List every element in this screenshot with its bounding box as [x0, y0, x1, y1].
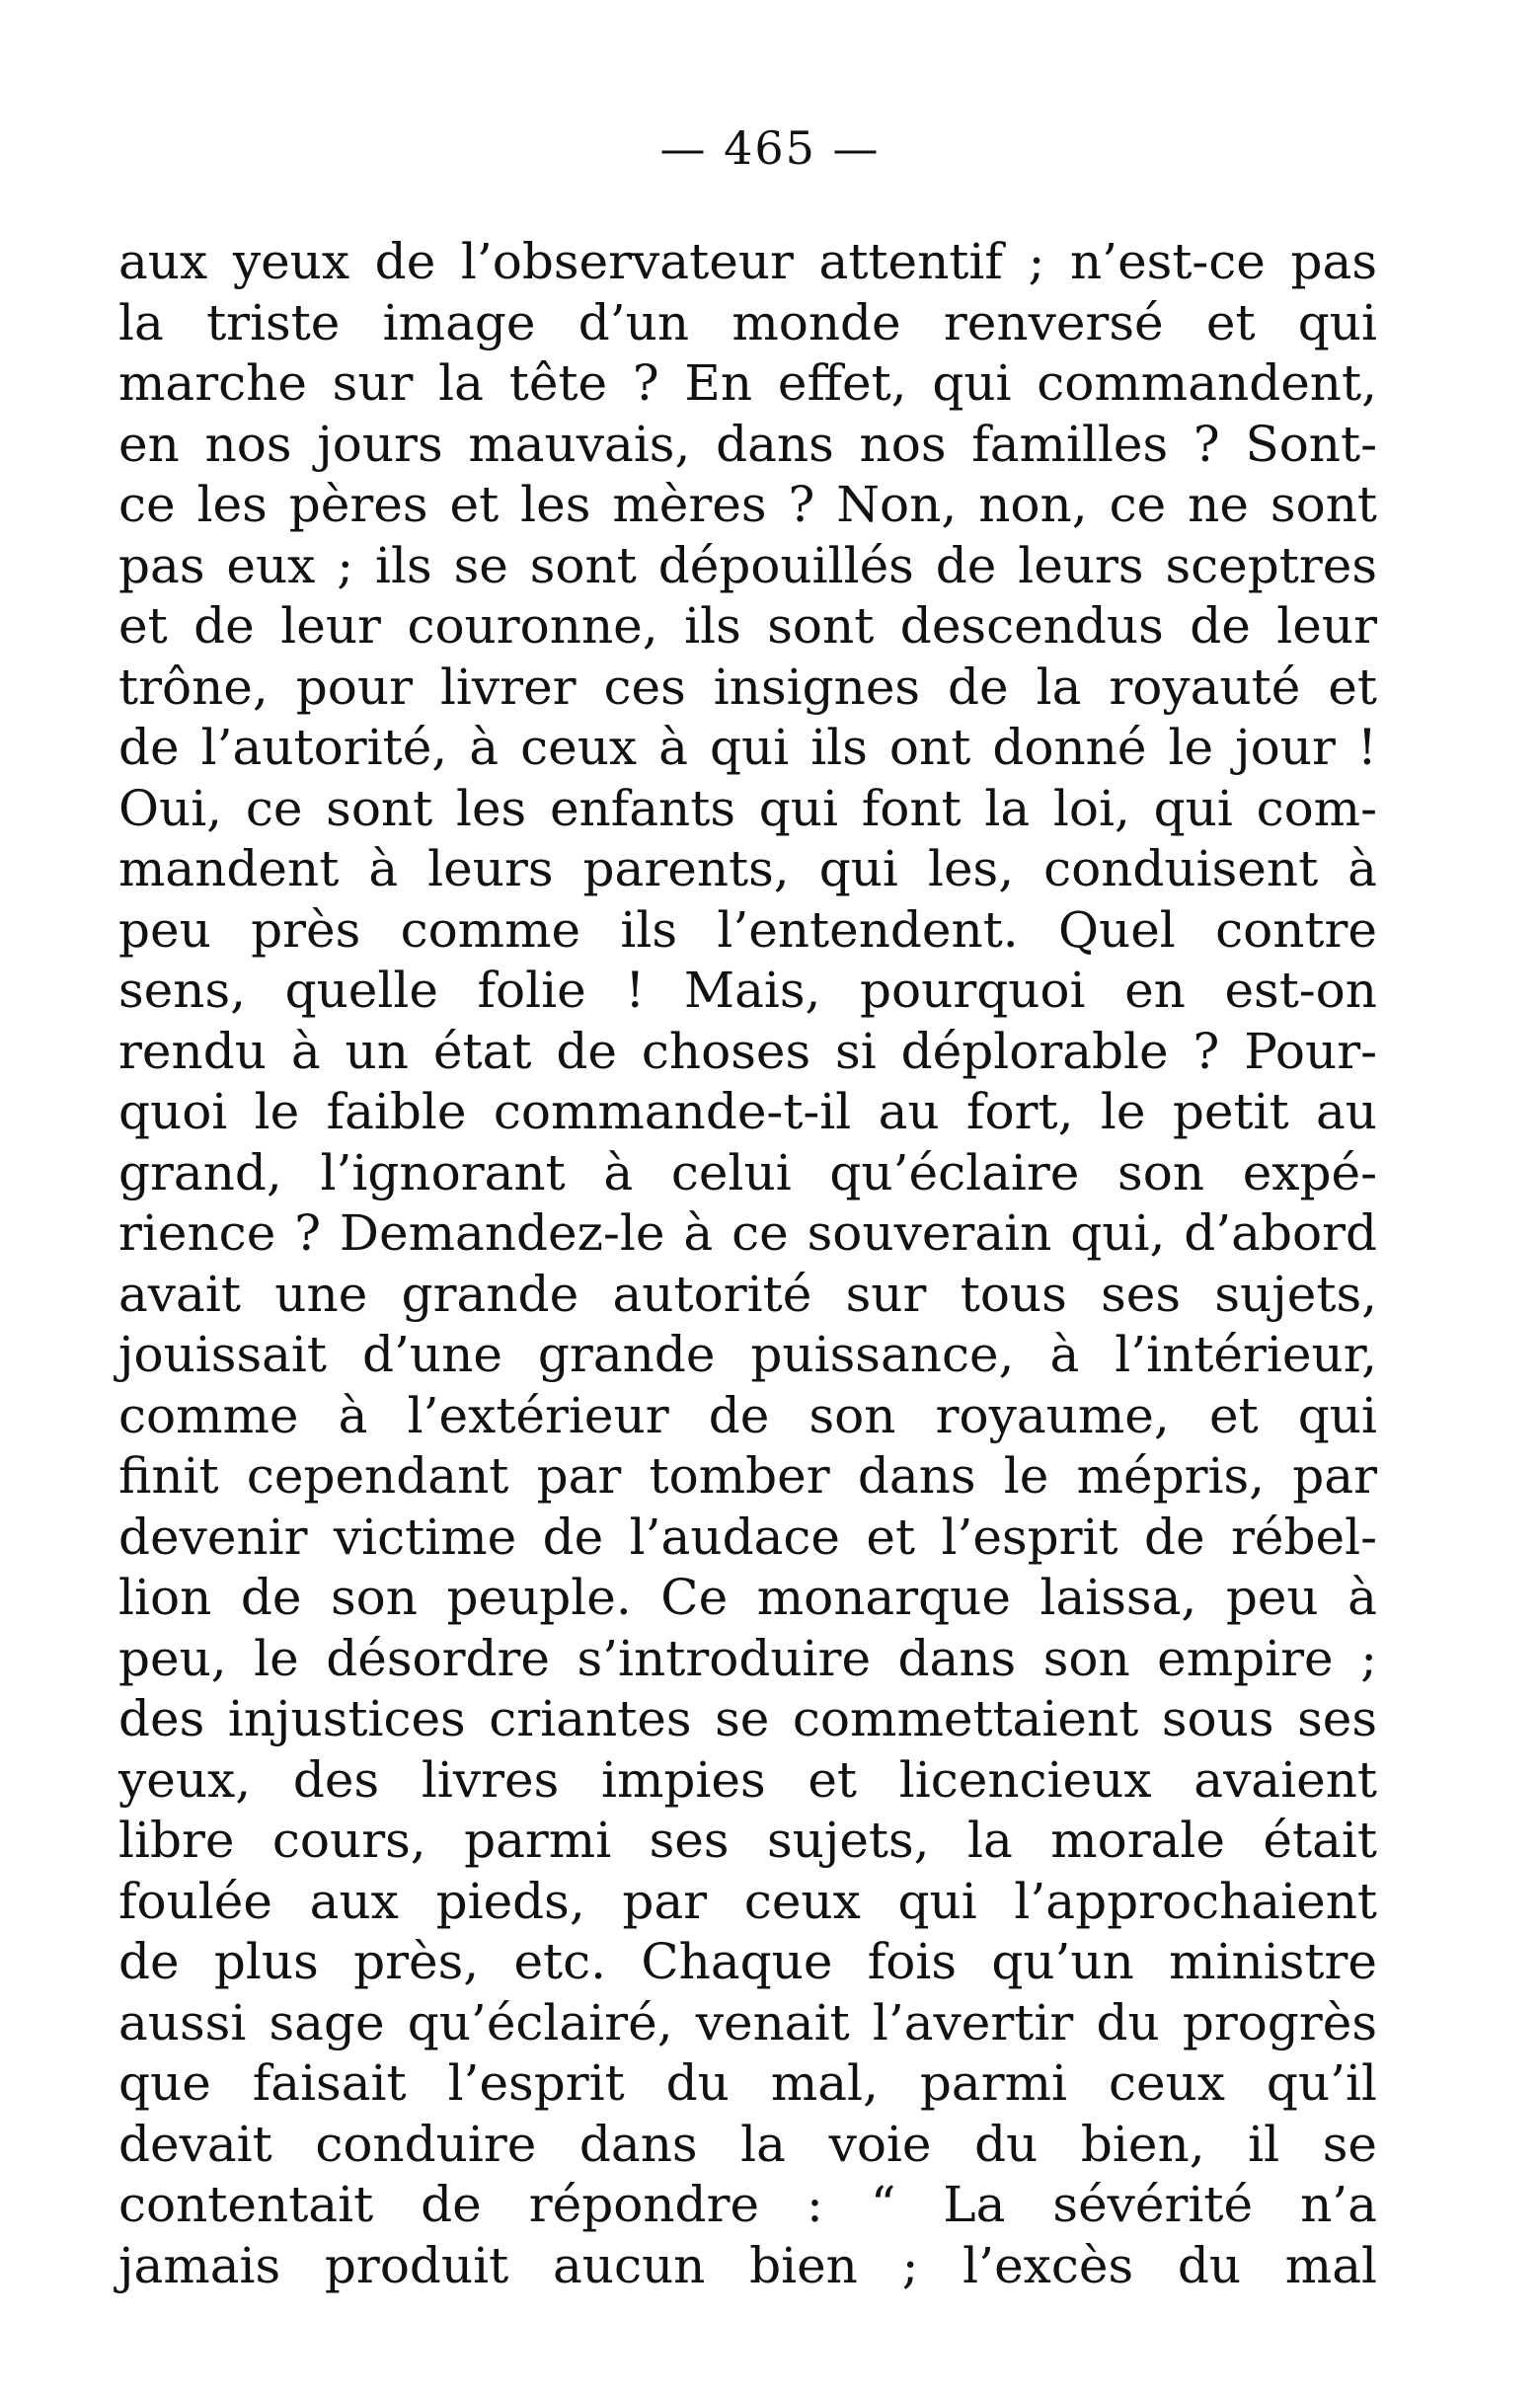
text-line: libre cours, parmi ses sujets, la morale était: [118, 1812, 1377, 1869]
text-line: marche sur la tête ? En effet, qui commandent,: [118, 354, 1377, 412]
text-line: jamais produit aucun bien ; l’excès du mal: [118, 2236, 1377, 2294]
text-line: pas eux ; ils se sont dépouillés de leurs sceptres: [118, 536, 1377, 594]
text-line: Oui, ce sont les enfants qui font la loi, qui com-: [118, 779, 1377, 837]
body-text: [118, 232, 1377, 2296]
text-line: peu, le désordre s’introduire dans son empire ;: [118, 1629, 1377, 1687]
text-line: de plus près, etc. Chaque fois qu’un ministre: [118, 1933, 1377, 1990]
text-line: aussi sage qu’éclairé, venait l’avertir du progrès: [118, 1993, 1377, 2051]
text-line: que faisait l’esprit du mal, parmi ceux qu’il: [118, 2054, 1377, 2112]
text-line: avait une grande autorité sur tous ses sujets,: [118, 1265, 1377, 1323]
text-line: des injustices criantes se commettaient sous ses: [118, 1690, 1377, 1747]
text-line: grand, l’ignorant à celui qu’éclaire son expé-: [118, 1143, 1377, 1201]
text-line: devenir victime de l’audace et l’esprit de rébel-: [118, 1508, 1377, 1566]
text-line: mandent à leurs parents, qui les, conduisent à: [118, 840, 1377, 897]
text-line: en nos jours mauvais, dans nos familles ? Sont-: [118, 415, 1377, 473]
text-line: quoi le faible commande-t-il au fort, le petit au: [118, 1083, 1377, 1140]
text-line: peu près comme ils l’entendent. Quel contre: [118, 900, 1377, 959]
text-line: jouissait d’une grande puissance, à l’intérieur,: [118, 1326, 1377, 1383]
text-line: devait conduire dans la voie du bien, il se: [118, 2115, 1377, 2173]
text-line: yeux, des livres impies et licencieux avaient: [118, 1750, 1377, 1809]
text-line: contentait de répondre : “ La sévérité n’a: [118, 2176, 1377, 2233]
text-line: comme à l’extérieur de son royaume, et qui: [118, 1386, 1377, 1444]
text-line: aux yeux de l’observateur attentif ; n’est-ce pas: [118, 233, 1377, 290]
text-line: de l’autorité, à ceux à qui ils ont donné le jour !: [118, 719, 1377, 776]
text-line: et de leur couronne, ils sont descendus de leur: [118, 597, 1377, 655]
page-number: — 465 —: [659, 121, 881, 175]
text-line: rendu à un état de choses si déplorable ? Pour-: [118, 1022, 1377, 1080]
text-line: finit cependant par tomber dans le mépris, par: [118, 1447, 1377, 1505]
text-line: la triste image d’un monde renversé et qui: [118, 293, 1377, 351]
text-line: foulée aux pieds, par ceux qui l’approchaient: [118, 1872, 1377, 1930]
text-line: ce les pères et les mères ? Non, non, ce ne sont: [118, 476, 1377, 533]
text-line: trône, pour livrer ces insignes de la royauté et: [118, 657, 1377, 716]
text-line: sens, quelle folie ! Mais, pourquoi en est-on: [118, 962, 1377, 1019]
text-line: lion de son peuple. Ce monarque laissa, peu à: [118, 1569, 1377, 1626]
text-line: rience ? Demandez-le à ce souverain qui, d’abord: [118, 1204, 1377, 1262]
